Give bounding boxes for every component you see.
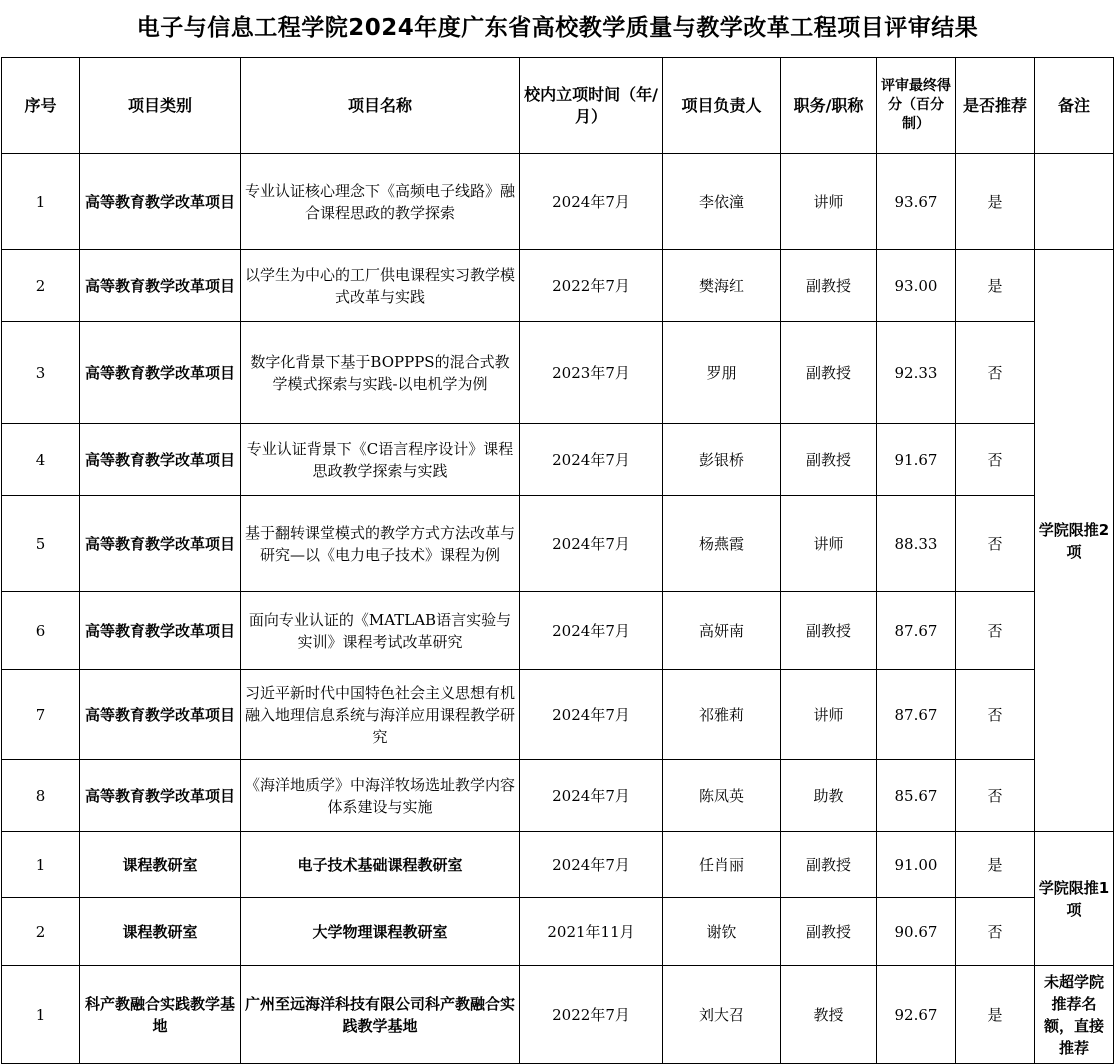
cell-name: 《海洋地质学》中海洋牧场选址教学内容体系建设与实施: [241, 760, 520, 832]
cell-position: 教授: [781, 966, 877, 1064]
cell-recommend: 否: [956, 496, 1035, 592]
cell-position: 讲师: [781, 670, 877, 760]
cell-category: 高等教育教学改革项目: [80, 250, 241, 322]
cell-no: 1: [2, 832, 80, 898]
remark-group-1: 学院限推2项: [1035, 250, 1114, 832]
cell-score: 90.67: [877, 898, 956, 966]
cell-position: 副教授: [781, 832, 877, 898]
cell-name: 基于翻转课堂模式的教学方式方法改革与研究—以《电力电子技术》课程为例: [241, 496, 520, 592]
cell-time: 2024年7月: [520, 154, 663, 250]
cell-name: 数字化背景下基于BOPPPS的混合式教学模式探索与实践-以电机学为例: [241, 322, 520, 424]
cell-time: 2021年11月: [520, 898, 663, 966]
cell-score: 91.67: [877, 424, 956, 496]
header-recommend: 是否推荐: [956, 58, 1035, 154]
cell-category: 科产教融合实践教学基地: [80, 966, 241, 1064]
header-time: 校内立项时间（年/月）: [520, 58, 663, 154]
cell-leader: 祁雅莉: [663, 670, 781, 760]
cell-name: 专业认证核心理念下《高频电子线路》融合课程思政的教学探索: [241, 154, 520, 250]
cell-leader: 樊海红: [663, 250, 781, 322]
cell-recommend: 是: [956, 250, 1035, 322]
table-row: [2, 760, 1114, 832]
table-row: [2, 424, 1114, 496]
cell-name: 专业认证背景下《C语言程序设计》课程思政教学探索与实践: [241, 424, 520, 496]
remark-group-2: 学院限推1项: [1035, 832, 1114, 966]
cell-category: 高等教育教学改革项目: [80, 424, 241, 496]
table-row: [2, 322, 1114, 424]
cell-position: 讲师: [781, 154, 877, 250]
cell-category: 高等教育教学改革项目: [80, 592, 241, 670]
table-row: [2, 670, 1114, 760]
cell-no: 4: [2, 424, 80, 496]
cell-recommend: 是: [956, 966, 1035, 1064]
cell-category: 高等教育教学改革项目: [80, 496, 241, 592]
cell-score: 87.67: [877, 670, 956, 760]
cell-leader: 刘大召: [663, 966, 781, 1064]
cell-score: 88.33: [877, 496, 956, 592]
cell-position: 助教: [781, 760, 877, 832]
cell-leader: 谢钦: [663, 898, 781, 966]
cell-position: 副教授: [781, 898, 877, 966]
cell-time: 2024年7月: [520, 592, 663, 670]
cell-leader: 杨燕霞: [663, 496, 781, 592]
cell-no: 2: [2, 898, 80, 966]
table-row: [2, 832, 1114, 898]
cell-name: 电子技术基础课程教研室: [241, 832, 520, 898]
cell-no: 8: [2, 760, 80, 832]
cell-no: 1: [2, 966, 80, 1064]
cell-recommend: 是: [956, 154, 1035, 250]
cell-time: 2022年7月: [520, 250, 663, 322]
header-row: [2, 58, 1114, 154]
header-name: 项目名称: [241, 58, 520, 154]
cell-category: 课程教研室: [80, 832, 241, 898]
cell-score: 92.33: [877, 322, 956, 424]
cell-recommend: 是: [956, 832, 1035, 898]
cell-position: 讲师: [781, 496, 877, 592]
cell-no: 7: [2, 670, 80, 760]
cell-name: 面向专业认证的《MATLAB语言实验与实训》课程考试改革研究: [241, 592, 520, 670]
cell-no: 5: [2, 496, 80, 592]
table-row: [2, 592, 1114, 670]
cell-name: 大学物理课程教研室: [241, 898, 520, 966]
cell-leader: 李依潼: [663, 154, 781, 250]
cell-time: 2023年7月: [520, 322, 663, 424]
cell-leader: 高妍南: [663, 592, 781, 670]
cell-recommend: 否: [956, 424, 1035, 496]
header-no: 序号: [2, 58, 80, 154]
cell-no: 3: [2, 322, 80, 424]
header-position: 职务/职称: [781, 58, 877, 154]
cell-leader: 任肖丽: [663, 832, 781, 898]
cell-no: 2: [2, 250, 80, 322]
header-leader: 项目负责人: [663, 58, 781, 154]
cell-name: 广州至远海洋科技有限公司科产教融合实践教学基地: [241, 966, 520, 1064]
header-score: 评审最终得分（百分制）: [877, 58, 956, 154]
results-table: [1, 57, 1114, 1064]
cell-category: 高等教育教学改革项目: [80, 670, 241, 760]
cell-leader: 彭银桥: [663, 424, 781, 496]
cell-position: 副教授: [781, 592, 877, 670]
cell-leader: 陈凤英: [663, 760, 781, 832]
cell-recommend: 否: [956, 322, 1035, 424]
cell-time: 2024年7月: [520, 760, 663, 832]
table-row: [2, 966, 1114, 1064]
cell-category: 课程教研室: [80, 898, 241, 966]
cell-category: 高等教育教学改革项目: [80, 322, 241, 424]
table-row: [2, 898, 1114, 966]
cell-time: 2024年7月: [520, 670, 663, 760]
cell-position: 副教授: [781, 424, 877, 496]
cell-recommend: 否: [956, 898, 1035, 966]
cell-recommend: 否: [956, 592, 1035, 670]
cell-score: 91.00: [877, 832, 956, 898]
document-title: 电子与信息工程学院2024年度广东省高校教学质量与教学改革工程项目评审结果: [136, 15, 979, 41]
table-row: [2, 250, 1114, 322]
cell-category: 高等教育教学改革项目: [80, 760, 241, 832]
cell-time: 2024年7月: [520, 832, 663, 898]
cell-position: 副教授: [781, 322, 877, 424]
cell-recommend: 否: [956, 670, 1035, 760]
remark-group-3: 未超学院推荐名额，直接推荐: [1035, 966, 1114, 1064]
cell-score: 93.67: [877, 154, 956, 250]
cell-leader: 罗朋: [663, 322, 781, 424]
cell-time: 2022年7月: [520, 966, 663, 1064]
cell-score: 92.67: [877, 966, 956, 1064]
table-row: [2, 496, 1114, 592]
cell-no: 1: [2, 154, 80, 250]
cell-score: 87.67: [877, 592, 956, 670]
cell-score: 85.67: [877, 760, 956, 832]
cell-time: 2024年7月: [520, 496, 663, 592]
cell-name: 以学生为中心的工厂供电课程实习教学模式改革与实践: [241, 250, 520, 322]
cell-score: 93.00: [877, 250, 956, 322]
cell-category: 高等教育教学改革项目: [80, 154, 241, 250]
cell-no: 6: [2, 592, 80, 670]
cell-remark: [1035, 154, 1114, 250]
table-row: [2, 154, 1114, 250]
cell-name: 习近平新时代中国特色社会主义思想有机融入地理信息系统与海洋应用课程教学研究: [241, 670, 520, 760]
cell-recommend: 否: [956, 760, 1035, 832]
cell-time: 2024年7月: [520, 424, 663, 496]
header-remark: 备注: [1035, 58, 1114, 154]
header-category: 项目类别: [80, 58, 241, 154]
cell-position: 副教授: [781, 250, 877, 322]
